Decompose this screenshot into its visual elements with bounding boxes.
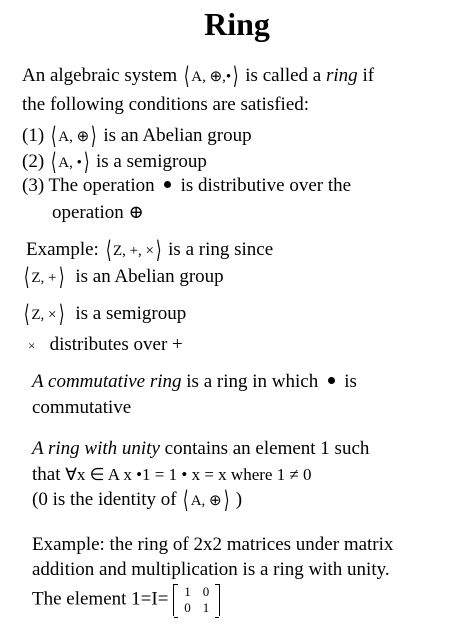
example-abelian: ⟨ Z, +⟩ is an Abelian group bbox=[23, 265, 224, 291]
unity-definition: A ring with unity contains an element 1 such bbox=[32, 438, 370, 459]
condition-2: (2) ⟨ A, •⟩ is a semigroup bbox=[22, 150, 207, 176]
condition-1: (1) ⟨ A, ⊕⟩ is an Abelian group bbox=[22, 124, 252, 150]
commutative-definition: A commutative ring is a ring in which is bbox=[32, 371, 357, 392]
matrix-example-line-3: The element 1=I= 1 0 0 1 bbox=[32, 584, 220, 616]
ring-term: ring bbox=[326, 65, 358, 86]
identity-matrix: 1 0 0 1 bbox=[173, 584, 220, 616]
matrix-example-line-2: addition and multiplication is a ring with unity. bbox=[32, 559, 390, 580]
commutative-cont: commutative bbox=[32, 397, 132, 418]
condition-3: (3) The operation is distributive over the bbox=[22, 175, 352, 196]
dot-operator-icon bbox=[164, 181, 171, 188]
dot-operator-icon bbox=[328, 377, 335, 384]
matrix-example-line-1: Example: the ring of 2x2 matrices under matrix bbox=[32, 534, 394, 555]
unity-formula: that ∀x ∈ A x •1 = 1 • x = x where 1 ≠ 0 bbox=[32, 464, 312, 485]
slide-title: Ring bbox=[204, 6, 270, 42]
condition-3-cont: operation ⊕ bbox=[52, 202, 144, 223]
definition-line-1: An algebraic system ⟨ A, ⊕,•⟩ is called a ring if bbox=[22, 64, 375, 90]
definition-line-2: the following conditions are satisfied: bbox=[22, 94, 310, 115]
example-integers: Example: ⟨ Z, +, ×⟩ is a ring since bbox=[26, 238, 274, 264]
example-semigroup: ⟨ Z, ×⟩ is a semigroup bbox=[23, 302, 187, 328]
example-distributes: × distributes over + bbox=[28, 334, 183, 355]
algebraic-system: A, ⊕,• bbox=[191, 69, 232, 85]
unity-identity-note: (0 is the identity of ⟨ A, ⊕⟩ ) bbox=[32, 488, 243, 514]
